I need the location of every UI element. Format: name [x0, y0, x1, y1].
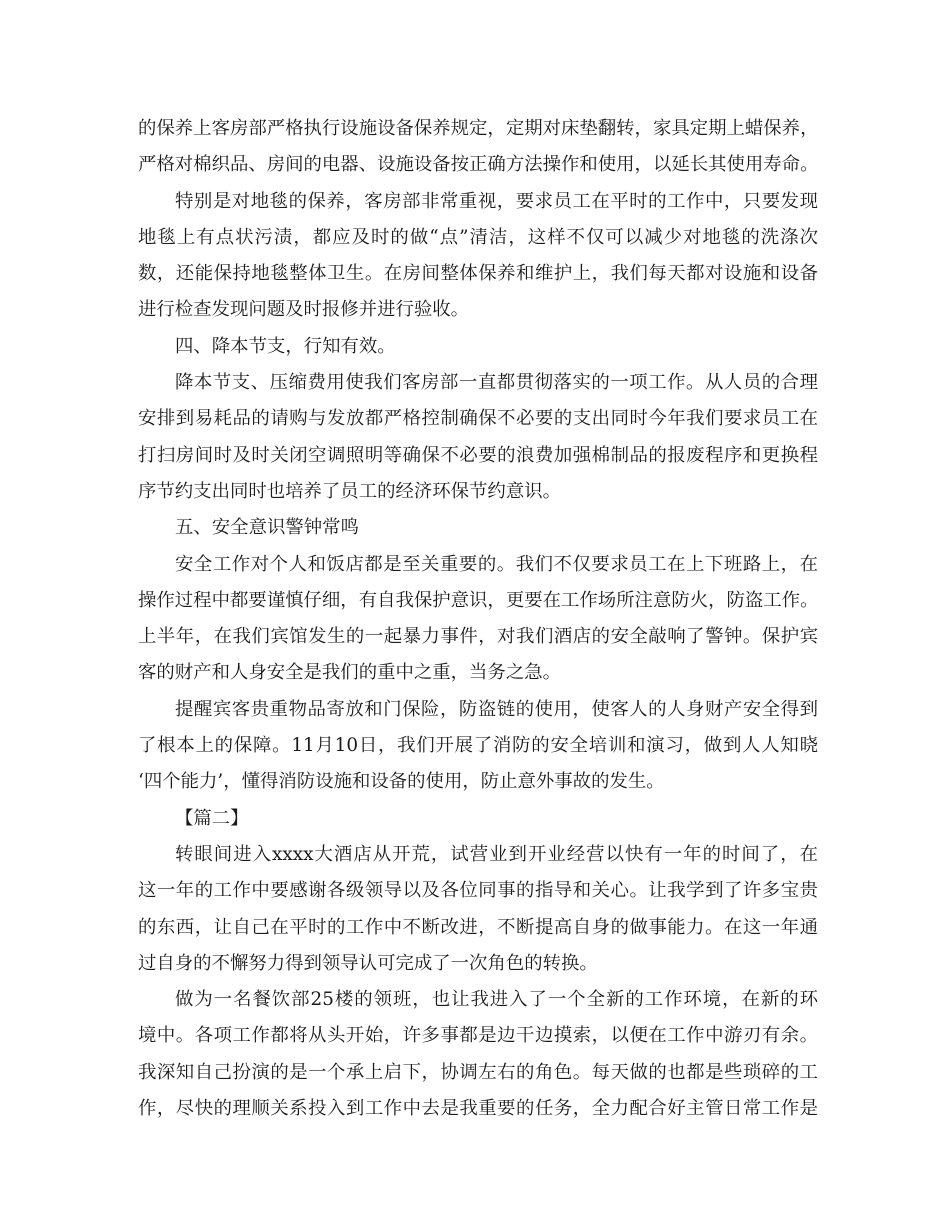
text-line: 了根本上的保障。11月10日，我们开展了消防的安全培训和演习，做到人人知晓	[138, 735, 818, 757]
text-line: 地毯上有点状污渍，都应及时的做“点”清洁，这样不仅可以减少对地毯的洗涤次	[138, 226, 818, 248]
text-line: 上半年，在我们宾馆发生的一起暴力事件，对我们酒店的安全敲响了警钟。保护宾	[138, 626, 818, 648]
paragraph-p7	[138, 692, 818, 801]
text-line: 的东西，让自己在平时的工作中不断改进，不断提高自身的做事能力。在这一年通	[138, 916, 818, 938]
text-line: 转眼间进入xxxx大酒店从开荒，试营业到开业经营以快有一年的时间了，在	[175, 843, 818, 865]
text-line: 操作过程中都要谨慎仔细，有自我保护意识，更要在工作场所注意防火，防盗工作。	[138, 589, 819, 611]
text-line: 的保养上客房部严格执行设施设备保养规定，定期对床垫翻转，家具定期上蜡保养，	[138, 118, 819, 139]
text-line: 客的财产和人身安全是我们的重中之重，当务之急。	[138, 662, 561, 684]
text-line: 数，还能保持地毯整体卫生。在房间整体保养和维护上，我们每天都对设施和设备	[138, 263, 818, 285]
text-line: 五、安全意识警钟常鸣	[175, 517, 359, 539]
text-line: 【篇二】	[175, 807, 249, 829]
text-line: 提醒宾客贵重物品寄放和门保险，防盗链的使用，使客人的人身财产安全得到	[175, 698, 818, 720]
paragraph-p1	[138, 111, 818, 184]
paragraph-p6	[138, 547, 818, 692]
paragraph-p9	[138, 837, 818, 982]
text-line: 过自身的不懈努力得到领导认可完成了一次角色的转换。	[138, 952, 598, 974]
paragraph-p2	[138, 184, 818, 329]
paragraph-p3	[138, 329, 818, 365]
text-line: ‘四个能力’，懂得消防设施和设备的使用，防止意外事故的发生。	[138, 771, 665, 793]
text-line: 序节约支出同时也培养了员工的经济环保节约意识。	[138, 480, 561, 502]
text-line: 安排到易耗品的请购与发放都严格控制确保不必要的支出同时今年我们要求员工在	[138, 408, 818, 430]
paragraph-p10	[138, 982, 818, 1127]
paragraph-p4	[138, 365, 818, 510]
text-line: 特别是对地毯的保养，客房部非常重视，要求员工在平时的工作中，只要发现	[175, 190, 818, 212]
paragraph-p5	[138, 510, 818, 546]
text-line: 做为一名餐饮部25楼的领班，也让我进入了一个全新的工作环境，在新的环	[175, 989, 818, 1011]
text-line: 我深知自己扮演的是一个承上启下，协调左右的角色。每天做的也都是些琐碎的工	[138, 1061, 818, 1083]
text-line: 进行检查发现问题及时报修并进行验收。	[138, 299, 470, 321]
text-line: 作，尽快的理顺关系投入到工作中去是我重要的任务，全力配合好主管日常工作是	[138, 1098, 818, 1120]
paragraph-p8	[138, 801, 818, 837]
text-line: 降本节支、压缩费用使我们客房部一直都贯彻落实的一项工作。从人员的合理	[175, 372, 818, 394]
text-line: 打扫房间时及时关闭空调照明等确保不必要的浪费加强棉制品的报废程序和更换程	[138, 444, 818, 466]
document-body	[138, 111, 818, 1127]
text-line: 严格对棉织品、房间的电器、设施设备按正确方法操作和使用，以延长其使用寿命。	[138, 154, 819, 176]
text-line: 这一年的工作中要感谢各级领导以及各位同事的指导和关心。让我学到了许多宝贵	[138, 880, 818, 902]
text-line: 四、降本节支，行知有效。	[175, 335, 396, 357]
text-line: 安全工作对个人和饭店都是至关重要的。我们不仅要求员工在上下班路上，在	[175, 553, 818, 575]
text-line: 境中。各项工作都将从头开始，许多事都是边干边摸索，以便在工作中游刃有余。	[138, 1025, 818, 1047]
